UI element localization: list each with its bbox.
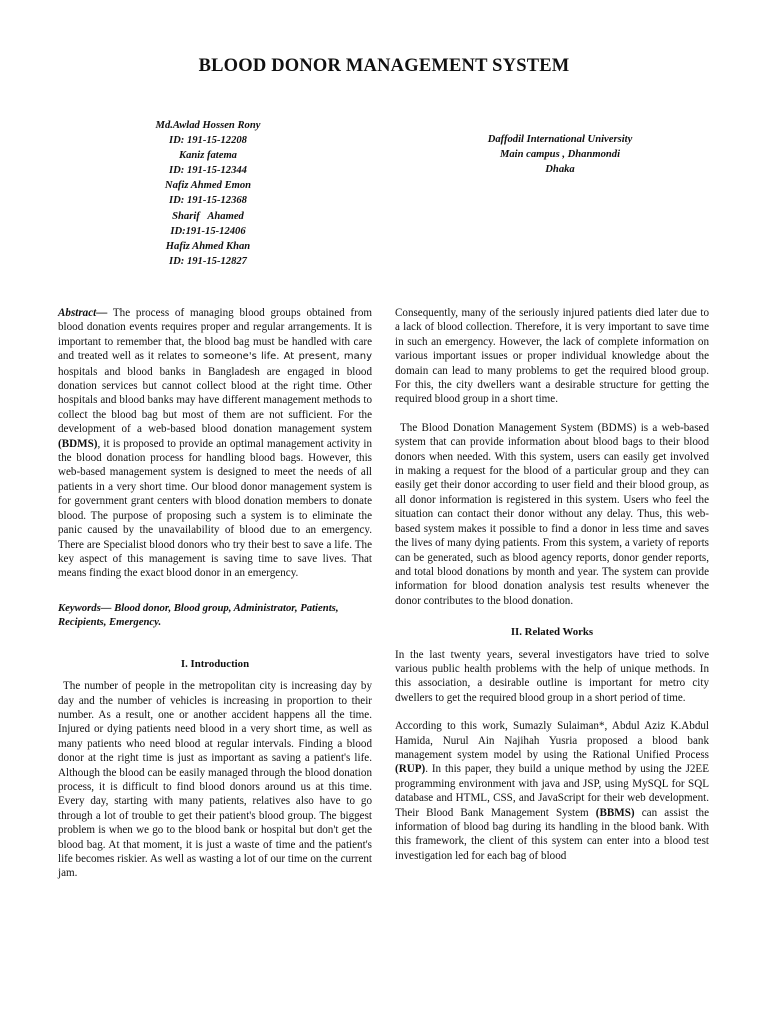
abstract-bold: (BDMS) — [58, 437, 98, 450]
paragraph: The Blood Donation Management System (BDMS) is a web-based system that can provide information about blood bags to their blood donors when needed. With this system, users can easily get involved in making a request for the blood of a particular group and they can easily get their donor according to user field and their blood group, as all donor information is registered in this system. Users who feel the situation can contact their donor without any delay. Thus, this web-based system makes it possible to find a donor in less time and saves the lives of many dying patients. From this system, a variety of reports can be generated, such as blood agency reports, donor gender reports, and total blood donations by month and year. The system can provide information for blood donation analysis test results whenever the donor contributes to the blood donation. — [395, 421, 709, 607]
right-column — [395, 306, 709, 863]
author-list — [128, 118, 288, 269]
affiliation-line: Main campus , Dhanmondi — [499, 149, 621, 161]
abstract-label: Abstract— — [58, 307, 108, 319]
affiliation — [455, 132, 665, 177]
left-column — [58, 306, 372, 881]
section-heading-introduction: I. Introduction — [180, 657, 250, 670]
author-line: Nafiz Ahmed Emon — [164, 180, 252, 192]
author-line: ID:191-15-12406 — [170, 225, 246, 237]
paper-title: BLOOD DONOR MANAGEMENT SYSTEM — [198, 56, 570, 76]
author-line: ID: 191-15-12368 — [169, 195, 247, 207]
bold-term: (RUP) — [395, 763, 426, 776]
abstract-text: , it is proposed to provide an optimal management activity in the blood donation process for handling blood bags. However, this web-based management system is designed to meet the needs of all patients in a very short time. Our blood donor management system is for government grant centers with blood donation members to donate blood. The purpose of proposing such a system is to eliminate the panic caused by the unavailability of blood due to an emergency. There are Specialist blood donors who try their best to save a life. The key aspect of this management is saving time to save lives. That means finding the exact blood donor in an emergency. — [58, 437, 372, 580]
abstract — [58, 306, 372, 581]
paragraph-text: According to this work, Sumazly Sulaiman*, Abdul Aziz K.Abdul Hamida, Nurul Ain Najihah Yusria proposed a blood bank management system model by using the Rational Unified Process — [395, 720, 709, 761]
abstract-text: hospitals and blood banks in Bangladesh are engaged in blood donation services but cannot collect blood at the right time. Other hospitals and blood banks may have different management methods to collect the blood bag but most of them are not sufficient. For the development of a web-based blood donation management system — [58, 365, 372, 436]
affiliation-line: Daffodil International University — [487, 134, 633, 145]
paragraph: Consequently, many of the seriously injured patients died later due to a lack of blood collection. Therefore, it is very important to save time in such an emergency. However, the lack of complete information on various important issues or proper individual knowledge about the domain can lead to many problems to get the required blood group. For this, the city dwellers want a desirable structure for getting the required blood group in a short time. — [395, 307, 709, 406]
paragraph — [395, 719, 709, 863]
author-line: Hafiz Ahmed Khan — [165, 240, 251, 252]
paragraph-text: . In this paper, they build a unique method by using the J2EE programming environment with java and JSP, using MySQL for SQL database and HTML, CSS, and JavaScript for their web development. Their Blood Bank Management System — [395, 763, 709, 819]
author-line: ID: 191-15-12208 — [169, 135, 247, 147]
paragraph-text: can assist the information of blood bag during its handling in the blood bank. With this framework, the client of this system can enter into a blood test investigation led for each bag of blood — [395, 806, 709, 862]
bold-term: (BBMS) — [595, 806, 635, 819]
author-line: ID: 191-15-12344 — [169, 165, 247, 177]
abstract-text: The process of managing blood groups obtained from blood donation events requires proper and regular arrangements. It is important to remember that, the blood bag must be handled with care and treated well as it relates to — [58, 307, 372, 363]
paragraph: In the last twenty years, several investigators have tried to solve various public health problems with the help of unique methods. In this association, a desirable outline is important for metro city dwellers to get the required blood group in a short period of time. — [395, 648, 709, 704]
author-line: Kaniz fatema — [179, 150, 237, 162]
abstract-text: someone's life. At present, many — [203, 351, 372, 363]
author-line: Sharif Ahamed — [172, 210, 244, 222]
author-line: ID: 191-15-12827 — [169, 255, 247, 267]
affiliation-line: Dhaka — [545, 164, 575, 176]
author-line: Md.Awlad Hossen Rony — [155, 120, 261, 131]
section-heading-related-works: II. Related Works — [510, 626, 594, 639]
keywords: Keywords— Blood donor, Blood group, Administrator, Patients, Recipients, Emergency. — [58, 601, 339, 628]
introduction-text: The number of people in the metropolitan city is increasing day by day and the number of vehicles is increasing in proportion to their number. As a result, one or another accident happens all the time. Injured or dying patients need blood in a very short time, as well as many patients who need blood at regular intervals. Finding a blood donor at the right time is just as important as saving a patient's life. Although the blood can be easily managed through the blood donation process, it is difficult to find blood donors around us at this time. Every day, starting with many patients, relatives also have to go through a lot of trouble to get their patient's blood group. The biggest problem is when we go to the blood bank or hospital but don't get the blood bag. At that moment, it is just a waste of time and the patient's life becomes riskier. As well as wasting a lot of our time on the current jam. — [58, 680, 372, 880]
